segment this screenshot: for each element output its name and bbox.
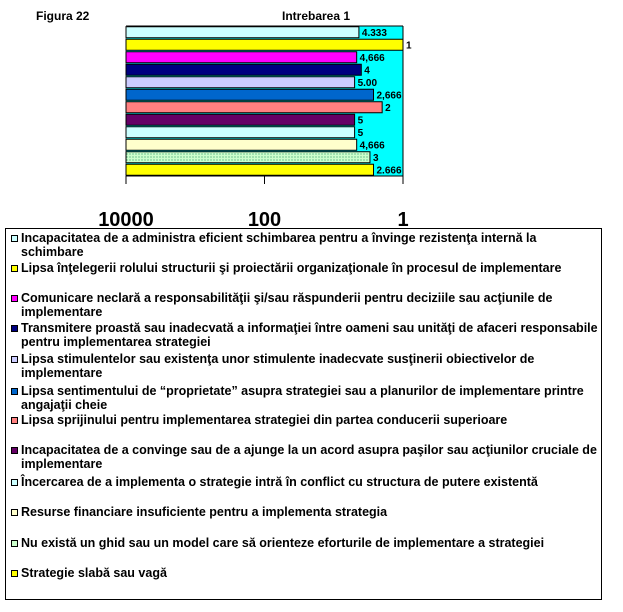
legend-item bbox=[11, 352, 601, 380]
legend-item bbox=[11, 261, 601, 275]
legend-item bbox=[11, 566, 601, 580]
bar bbox=[126, 114, 355, 125]
bar-value-label: 4 bbox=[364, 65, 370, 77]
legend-label: Lipsa sprijinului pentru implementarea strategiei din partea conducerii superioare bbox=[21, 413, 508, 427]
bar-value-label: 4.333 bbox=[361, 27, 387, 39]
legend-swatch bbox=[11, 265, 18, 272]
bar bbox=[126, 152, 370, 163]
bar-value-label: 2,666 bbox=[376, 90, 402, 102]
x-axis bbox=[98, 176, 408, 231]
bar bbox=[126, 39, 403, 50]
legend-label: Strategie slabă sau vagă bbox=[21, 566, 167, 580]
legend bbox=[5, 228, 602, 600]
bar-value-label: 3 bbox=[372, 152, 379, 164]
legend-item bbox=[11, 536, 601, 550]
bar bbox=[126, 52, 357, 63]
legend-swatch bbox=[11, 325, 18, 332]
figure-label: Figura 22 bbox=[36, 9, 90, 23]
x-tick-label: 100 bbox=[247, 209, 282, 231]
x-tick-label: 10000 bbox=[98, 209, 154, 231]
bar bbox=[126, 27, 359, 38]
legend-item bbox=[11, 413, 601, 427]
legend-label: Încercarea de a implementa o strategie intră în conflict cu structura de putere existentă bbox=[21, 475, 538, 489]
legend-swatch bbox=[11, 570, 18, 577]
legend-label: Comunicare neclară a responsabilităţii şi/sau răspunderii pentru deciziile sau acţiunile de implementare bbox=[21, 291, 553, 319]
legend-swatch bbox=[11, 417, 18, 424]
bar-value-label: 5 bbox=[357, 127, 364, 139]
legend-label: Lipsa stimulentelor sau existenţa unor stimulente inadecvate susţinerii obiectivelor de implementare bbox=[21, 352, 535, 380]
bar bbox=[126, 64, 361, 75]
legend-swatch bbox=[11, 540, 18, 547]
legend-swatch bbox=[11, 509, 18, 516]
bar bbox=[126, 77, 355, 88]
legend-swatch bbox=[11, 447, 18, 454]
legend-item bbox=[11, 475, 601, 489]
legend-label: Lipsa înţelegerii rolului structurii şi proiectării organizaţionale în procesul de implementare bbox=[21, 261, 562, 275]
legend-item bbox=[11, 384, 601, 412]
bar-value-label: 4,666 bbox=[359, 52, 385, 64]
legend-item bbox=[11, 231, 601, 259]
bar-value-label: 5.00 bbox=[357, 77, 378, 89]
legend-label: Incapacitatea de a convinge sau de a ajunge la un acord asupra paşilor sau acţiunilor cruciale de implementare bbox=[21, 443, 597, 471]
legend-item bbox=[11, 505, 601, 519]
bar bbox=[126, 127, 355, 138]
bar-value-label: 4,666 bbox=[359, 140, 385, 152]
x-tick-label: 1 bbox=[397, 209, 409, 231]
legend-swatch bbox=[11, 295, 18, 302]
chart-title: Intrebarea 1 bbox=[282, 9, 351, 23]
bar bbox=[126, 102, 382, 113]
legend-swatch bbox=[11, 479, 18, 486]
legend-swatch bbox=[11, 388, 18, 395]
bar bbox=[126, 164, 374, 175]
legend-item bbox=[11, 443, 601, 471]
bar-chart bbox=[0, 0, 623, 235]
bar bbox=[126, 139, 357, 150]
legend-label: Nu există un ghid sau un model care să orienteze eforturile de implementare a strategiei bbox=[21, 536, 545, 550]
legend-label: Transmitere proastă sau inadecvată a informaţiei între oameni sau unităţi de afaceri responsabile pentru implementarea strategiei bbox=[21, 321, 598, 349]
legend-swatch bbox=[11, 356, 18, 363]
legend-label: Resurse financiare insuficiente pentru a implementa strategia bbox=[21, 505, 388, 519]
legend-label: Incapacitatea de a administra eficient schimbarea pentru a învinge rezistenţa internă la schimbare bbox=[21, 231, 537, 259]
bar-value-label: 1 bbox=[406, 40, 412, 52]
bar bbox=[126, 89, 374, 100]
legend-item bbox=[11, 291, 601, 319]
bar-value-label: 2.666 bbox=[376, 165, 402, 177]
legend-swatch bbox=[11, 235, 18, 242]
bar-value-label: 2 bbox=[385, 102, 391, 114]
bar-value-label: 5 bbox=[357, 115, 364, 127]
legend-label: Lipsa sentimentului de “proprietate” asupra strategiei sau a planurilor de implementare printre angajaţii cheie bbox=[21, 384, 584, 412]
legend-item bbox=[11, 321, 601, 349]
